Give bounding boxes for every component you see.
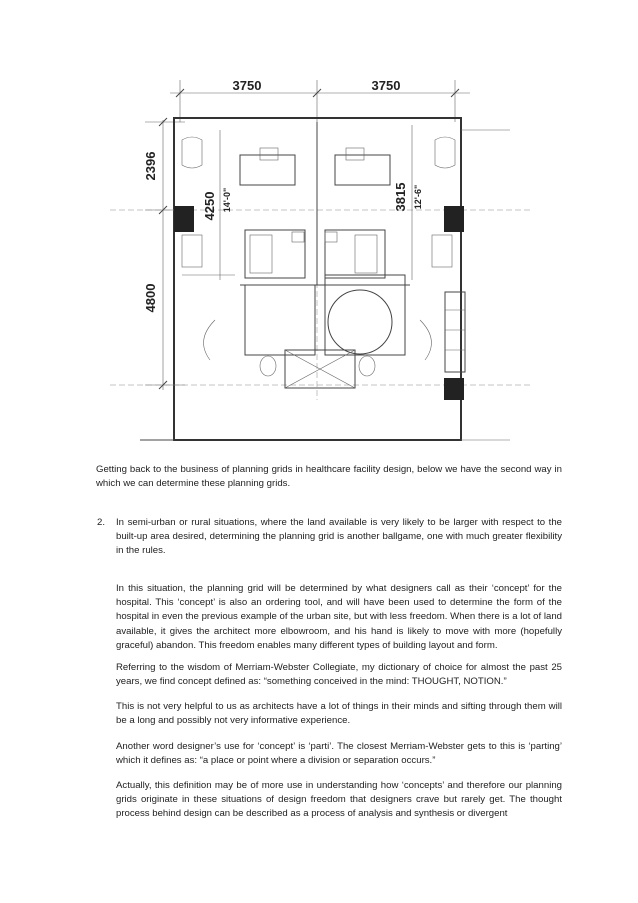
dim-room-right-imperial: 12'-6" bbox=[413, 184, 423, 210]
dim-top-right: 3750 bbox=[371, 78, 401, 93]
dim-room-left: 4250 bbox=[202, 191, 217, 221]
list-item-2: In semi-urban or rural situations, where the land available is very likely to be larger with respect to the built-up area desired, determining the planning grid is another ballgame, one with much greater flexibility in the rules. bbox=[116, 517, 562, 557]
paragraph-concept: In this situation, the planning grid will be determined by what designers call as their ‘concept’ for the hospital. This ‘concept’ is also an ordering tool, and will have been used to determine the form of the hospital in even the previous example of the urban site, but with less freedom. When there is a lot of land available, it gives the architect more elbowroom, and his hand is likely to move with more (hopefully graceful) abandon. This freedom enables many different types of building layout and form. bbox=[116, 583, 562, 651]
dim-top-left: 3750 bbox=[232, 78, 262, 93]
dim-left-upper: 2396 bbox=[143, 151, 158, 181]
dim-left-lower: 4800 bbox=[143, 283, 158, 313]
dim-room-right: 3815 bbox=[393, 182, 408, 212]
paragraph-helpful: This is not very helpful to us as architects have a lot of things in their minds and sifting through them will be a long and possibly not very informative experience. bbox=[116, 701, 562, 727]
paragraph-definition: Actually, this definition may be of more use in understanding how ‘concepts’ and therefore our planning grids originate in these situations of design freedom that designers crave but rarely get. The thought process behind design can be described as a process of analysis and synthesis or divergent bbox=[116, 780, 562, 820]
paragraph-parti: Another word designer’s use for ‘concept’ is ‘parti’. The closest Merriam-Webster gets to this is ‘parting’ which it defines as: “a place or point where a division or separation occurs.” bbox=[116, 741, 562, 767]
list-number: 2. bbox=[97, 517, 106, 528]
dim-room-left-imperial: 14'-0" bbox=[222, 187, 232, 213]
floor-plan-drawing bbox=[110, 60, 530, 445]
intro-paragraph: Getting back to the business of planning grids in healthcare facility design, below we have the second way in which we can determine these planning grids. bbox=[96, 464, 562, 490]
paragraph-dictionary: Referring to the wisdom of Merriam-Webster Collegiate, my dictionary of choice for almost the past 25 years, we find concept defined as: “something conceived in the mind: THOUGHT, NOTION.” bbox=[116, 662, 562, 688]
